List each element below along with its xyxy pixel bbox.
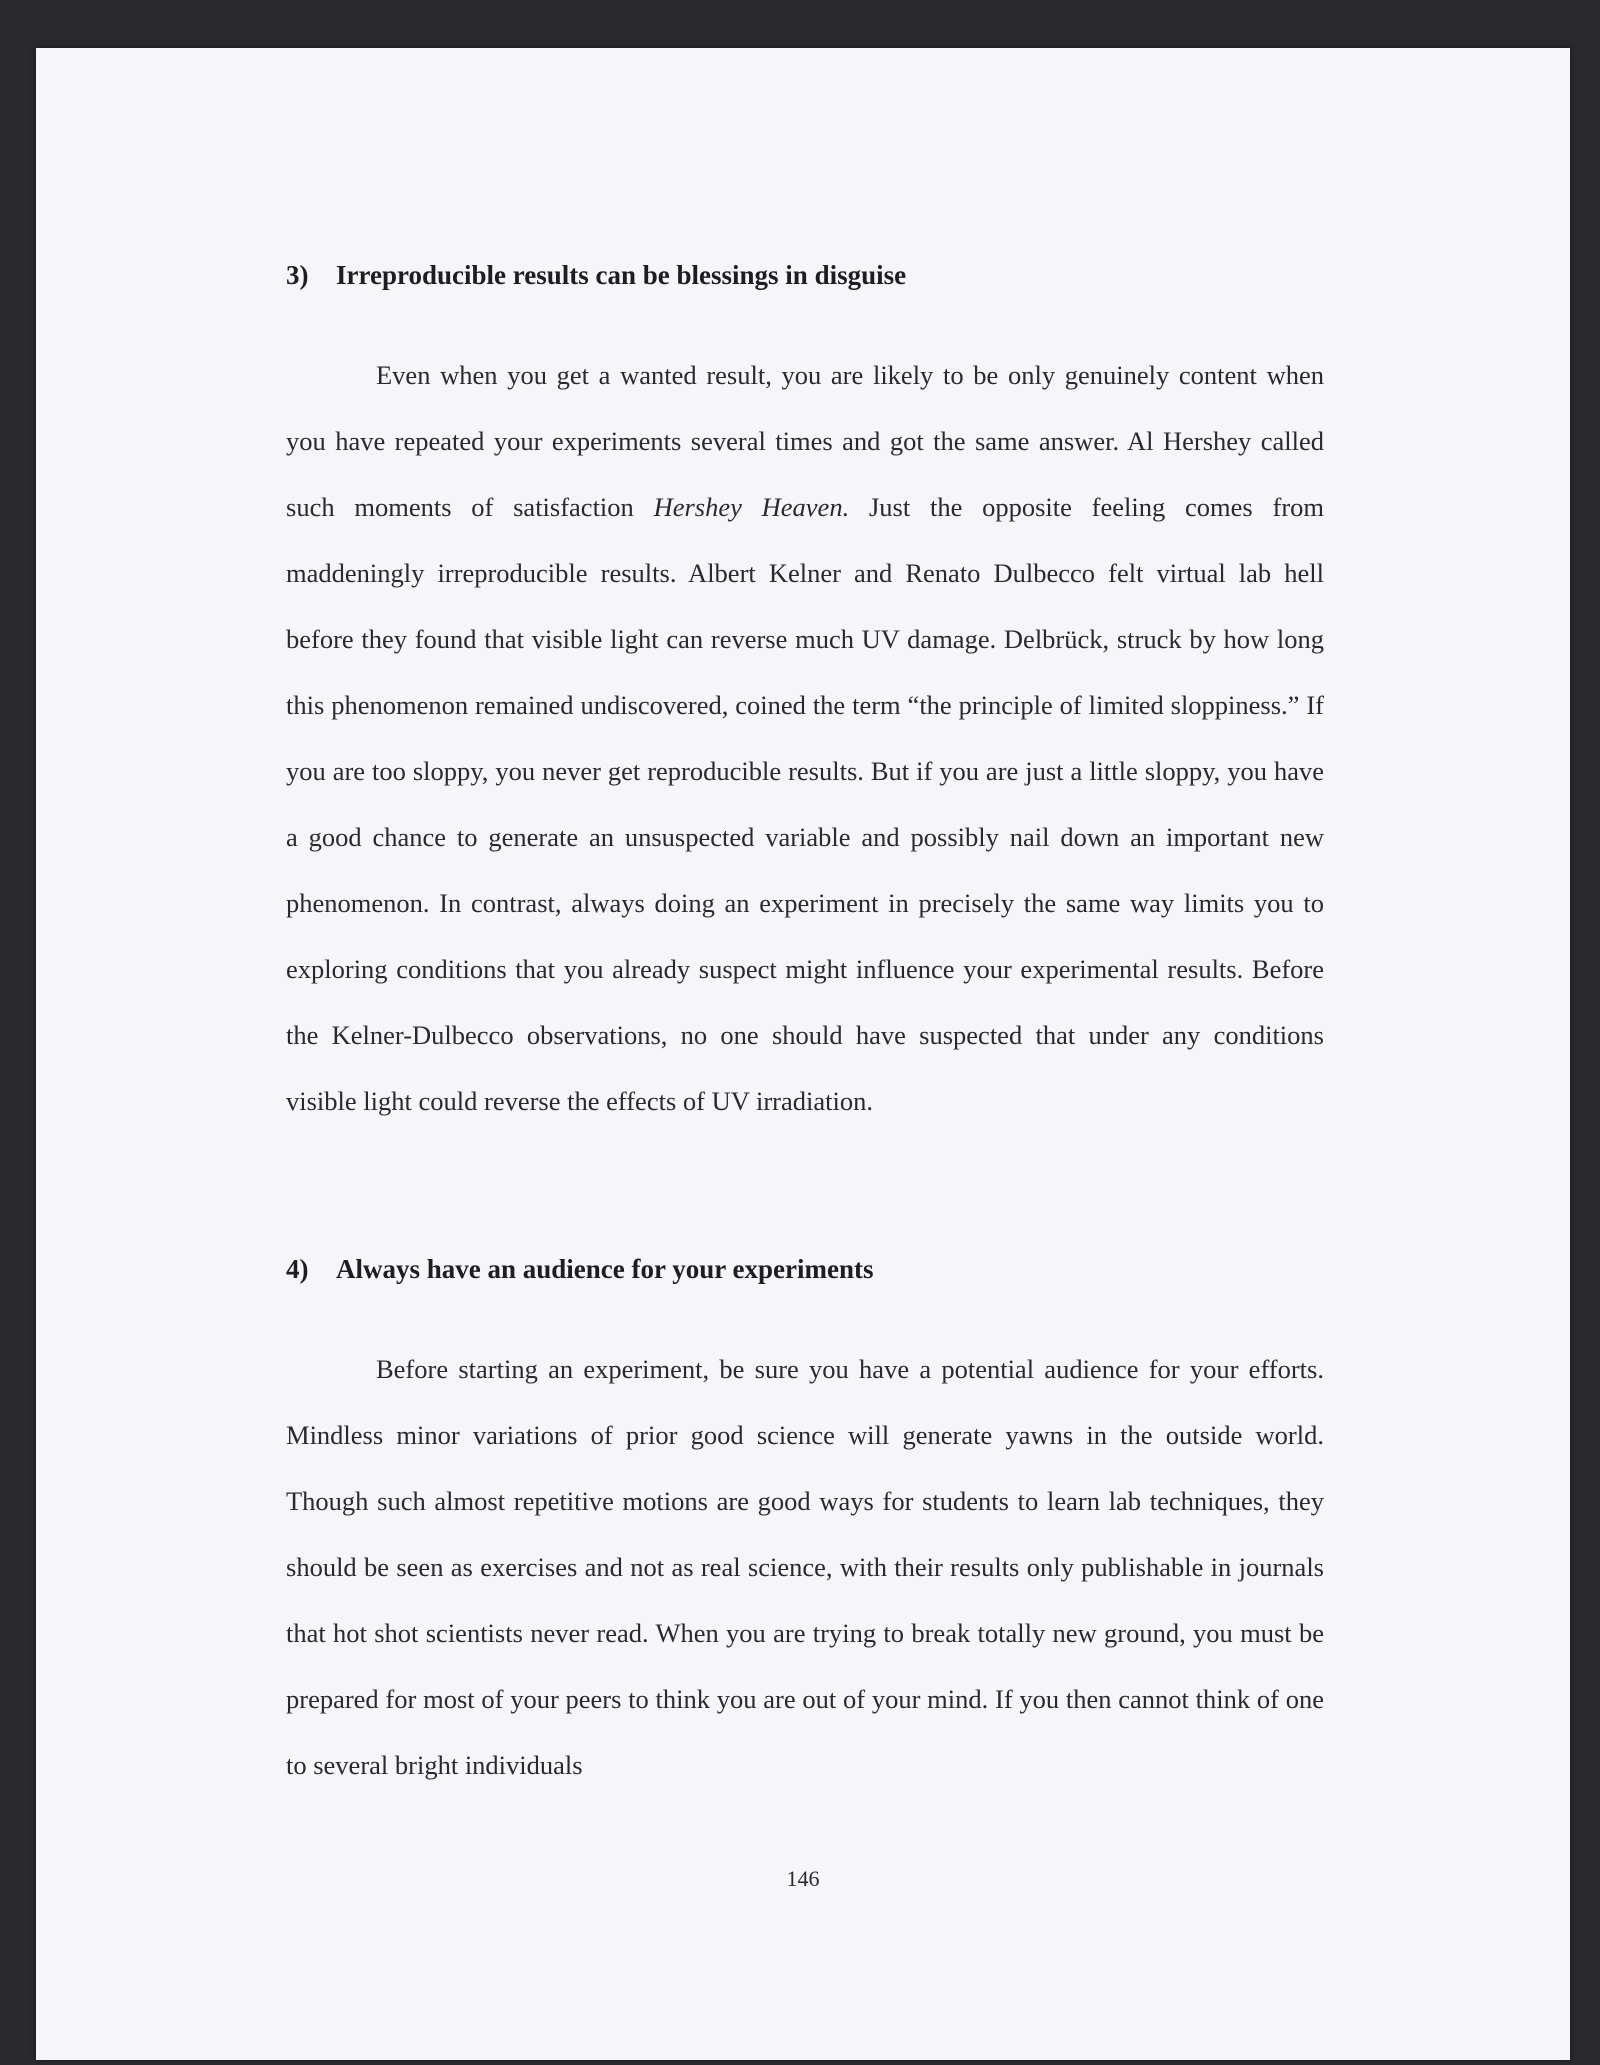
paragraph-text: Just the opposite feeling comes from maddeningly irreproducible results. Albert Kelner and Renato Dulbecco felt virtual lab hell before they found that visible light can reverse much UV damage. Delbrück, struck by how long this phenomenon remained undiscovered, coined the term “the principle of limited sloppiness.” If you are too sloppy, you never get reproducible results. But if you are just a little sloppy, you have a good chance to generate an unsuspected variable and possibly nail down an important new phenomenon. In contrast, always doing an experiment in precisely the same way limits you to exploring conditions that you already suspect might influence your experimental results. Before the Kelner-Dulbecco observations, no one should have suspected that under any conditions visible light could reverse the effects of UV irradiation. [286, 492, 1325, 1116]
section-title: Irreproducible results can be blessings in disguise [336, 260, 907, 290]
section-number: 4) [286, 1254, 309, 1284]
document-page [36, 48, 1570, 2060]
italic-term: Hershey Heaven. [653, 492, 850, 522]
section-3-paragraph [286, 342, 1324, 1134]
paragraph-text: Even when you get a wanted result, you are likely to be only genuinely content when you have repeated your experiments several times and got the same answer. Al Hershey called such moments of satisfaction [286, 360, 1324, 522]
section-4-paragraph [286, 1336, 1324, 1798]
section-heading-3 [286, 260, 906, 291]
section-heading-4 [286, 1254, 873, 1285]
section-number: 3) [286, 260, 309, 290]
section-title: Always have an audience for your experiments [336, 1254, 874, 1284]
paragraph-text: Before starting an experiment, be sure you have a potential audience for your efforts. Mindless minor variations of prior good science will generate yawns in the outside world. Though such almost repetitive motions are good ways for students to learn lab techniques, they should be seen as exercises and not as real science, with their results only publishable in journals that hot shot scientists never read. When you are trying to break totally new ground, you must be prepared for most of your peers to think you are out of your mind. If you then cannot think of one to several bright individuals [286, 1354, 1324, 1780]
page-number: 146 [786, 1866, 820, 1891]
